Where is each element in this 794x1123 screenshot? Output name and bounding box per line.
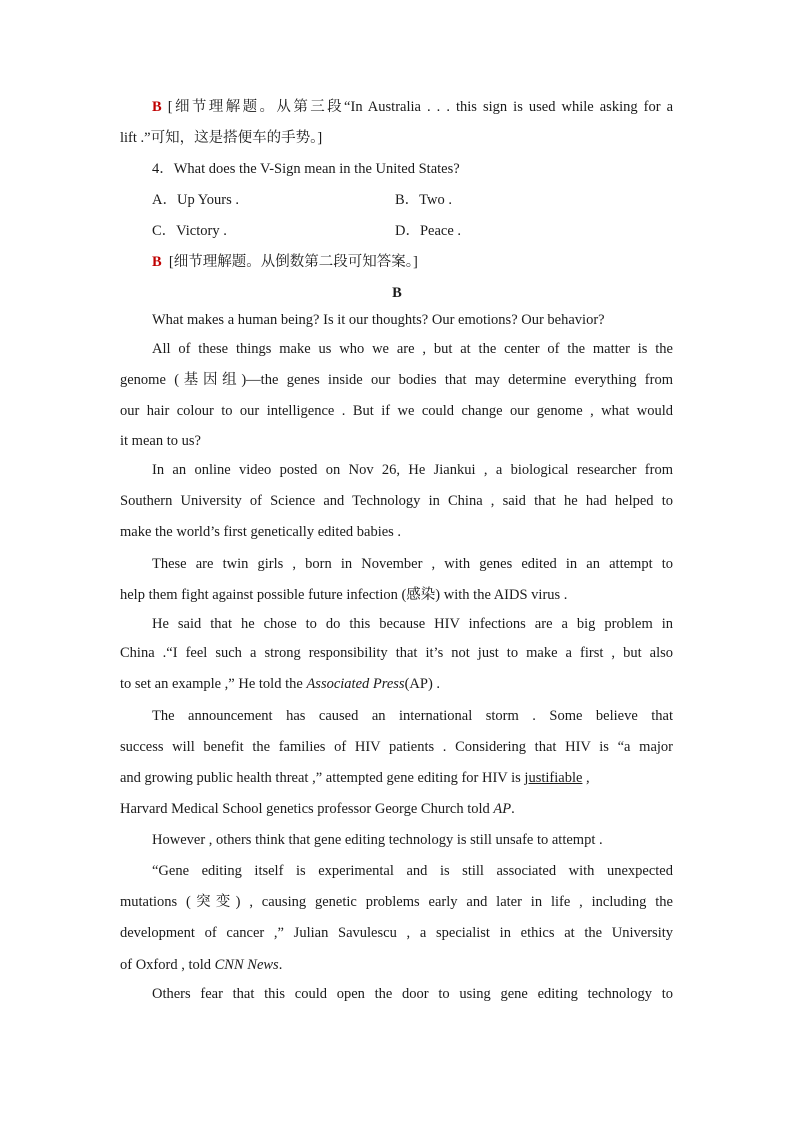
q4-option-c: C．Victory . [152,223,227,239]
q4-answer [152,252,673,272]
paragraph-8-line-2: mutations (突变) , causing genetic problems early and later in life , including the [120,894,673,910]
paragraph-6-line-1: The announcement has caused an international storm . Some believe that [152,708,673,724]
paragraph-2-line-4: it mean to us? [120,433,201,449]
q4-option-b: B．Two . [395,192,452,208]
q4-option-d: D．Peace . [395,223,462,239]
underlined-word: justifiable [524,770,583,786]
q4-answer-explanation: [细节理解题。从倒数第二段可知答案。] [168,254,418,270]
q3-answer-explanation: [细节理解题。从第三段“In Australia . . . this sign is used while asking for a [167,99,674,115]
q3-answer-line-1 [152,97,673,117]
paragraph-8-line-1: “Gene editing itself is experimental and is still associated with unexpected [152,863,673,879]
p5-text: to set an example ,” He told the [120,676,307,692]
q4-question: 4．What does the V-Sign mean in the United States? [152,161,460,177]
paragraph-8-line-3: development of cancer ,” Julian Savulescu , a specialist in ethics at the University [120,925,673,941]
p5-text-end: (AP) . [404,676,441,692]
p8-source-name: CNN News [214,957,279,973]
paragraph-9-line-1: Others fear that this could open the door to using gene editing technology to [152,986,673,1002]
paragraph-4-line-1: These are twin girls , born in November , with genes edited in an attempt to [152,556,673,572]
paragraph-7: However , others think that gene editing technology is still unsafe to attempt . [152,832,603,848]
paragraph-2-line-1: All of these things make us who we are , but at the center of the matter is the [152,341,673,357]
p6-text: and growing public health threat ,” attempted gene editing for HIV is [120,770,525,786]
paragraph-5-line-1: He said that he chose to do this because HIV infections are a big problem in [152,616,673,632]
p6-line4-end: . [511,801,515,817]
paragraph-5-line-3 [120,674,673,694]
q4-option-a: A．Up Yours . [152,192,240,208]
paragraph-1: What makes a human being? Is it our thoughts? Our emotions? Our behavior? [152,312,605,328]
q4-answer-letter: B [152,254,162,270]
p8-text: of Oxford , told [120,957,215,973]
paragraph-3-line-2: Southern University of Science and Technology in China , said that he had helped to [120,493,673,509]
paragraph-6-line-3 [120,768,673,788]
paragraph-3-line-3: make the world’s first genetically edited babies . [120,524,402,540]
p5-publication-name: Associated Press [306,676,405,692]
paragraph-4-line-2: help them fight against possible future infection (感染) with the AIDS virus . [120,587,568,603]
p6-text-end: , [582,770,590,786]
passage-heading: B [392,285,402,301]
p8-text-end: . [278,957,283,973]
q3-answer-letter: B [152,99,162,115]
p6-source-name: AP [493,801,512,817]
p6-line4-text: Harvard Medical School genetics professor George Church told [120,801,494,817]
paragraph-8-line-4 [120,955,673,975]
paragraph-3-line-1: In an online video posted on Nov 26, He Jiankui , a biological researcher from [152,462,673,478]
q3-answer-line-2: lift .”可知，这是搭便车的手势。] [120,130,323,146]
paragraph-6-line-2: success will benefit the families of HIV patients . Considering that HIV is “a major [120,739,673,755]
paragraph-2-line-2: genome (基因组)—the genes inside our bodies that may determine everything from [120,372,673,388]
paragraph-2-line-3: our hair colour to our intelligence . But if we could change our genome , what would [120,403,673,419]
paragraph-5-line-2: China .“I feel such a strong responsibility that it’s not just to make a first , but also [120,645,673,661]
paragraph-6-line-4 [120,799,673,819]
